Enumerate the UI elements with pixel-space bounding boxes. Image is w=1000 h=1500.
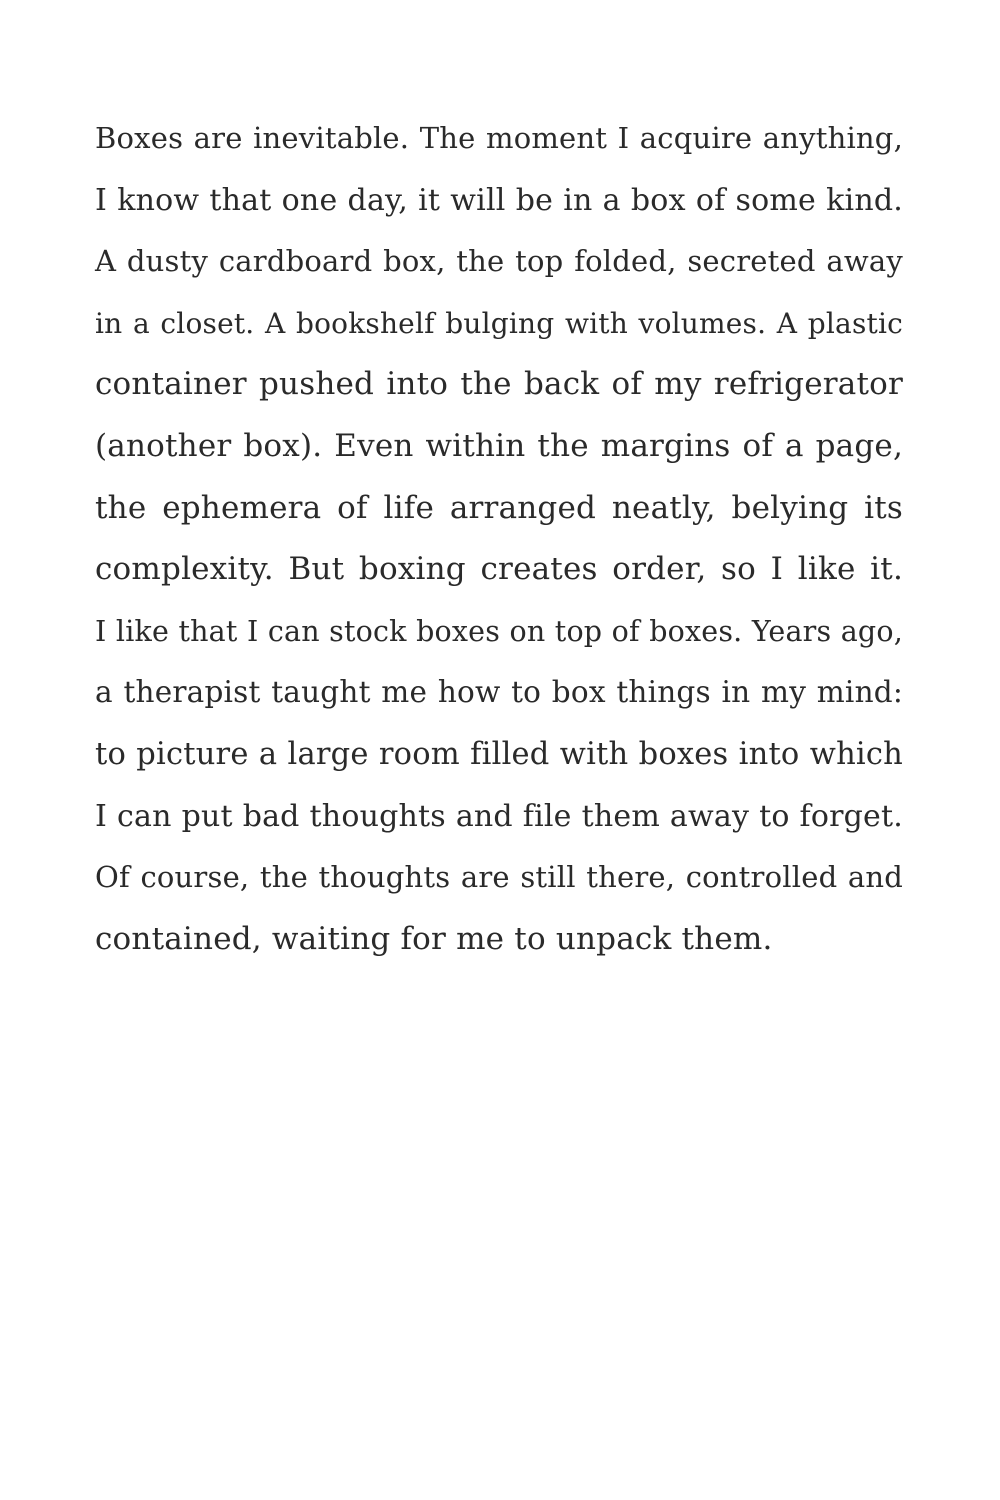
body-paragraph bbox=[95, 108, 903, 970]
paragraph-line: container pushed into the back of my refrigerator bbox=[95, 366, 903, 403]
paragraph-line: to picture a large room filled with boxes into which bbox=[95, 736, 903, 772]
paragraph-line: the ephemera of life arranged neatly, belying its bbox=[95, 489, 903, 526]
paragraph-line: I can put bad thoughts and file them away to forget. bbox=[95, 798, 903, 834]
paragraph-line: a therapist taught me how to box things in my mind: bbox=[95, 675, 903, 710]
paragraph-line: Of course, the thoughts are still there, controlled and bbox=[95, 860, 903, 895]
paragraph-line: Boxes are inevitable. The moment I acquire anything, bbox=[95, 121, 903, 155]
paragraph-line: (another box). Even within the margins of a page, bbox=[95, 427, 903, 464]
paragraph-line: I know that one day, it will be in a box of some kind. bbox=[95, 182, 903, 218]
paragraph-line: in a closet. A bookshelf bulging with volumes. A plastic bbox=[95, 306, 903, 340]
paragraph-line: complexity. But boxing creates order, so I like it. bbox=[95, 551, 903, 588]
paragraph-line: A dusty cardboard box, the top folded, secreted away bbox=[95, 244, 903, 279]
paragraph-line-last: contained, waiting for me to unpack them. bbox=[95, 920, 773, 957]
paragraph-line: I like that I can stock boxes on top of boxes. Years ago, bbox=[95, 614, 903, 648]
